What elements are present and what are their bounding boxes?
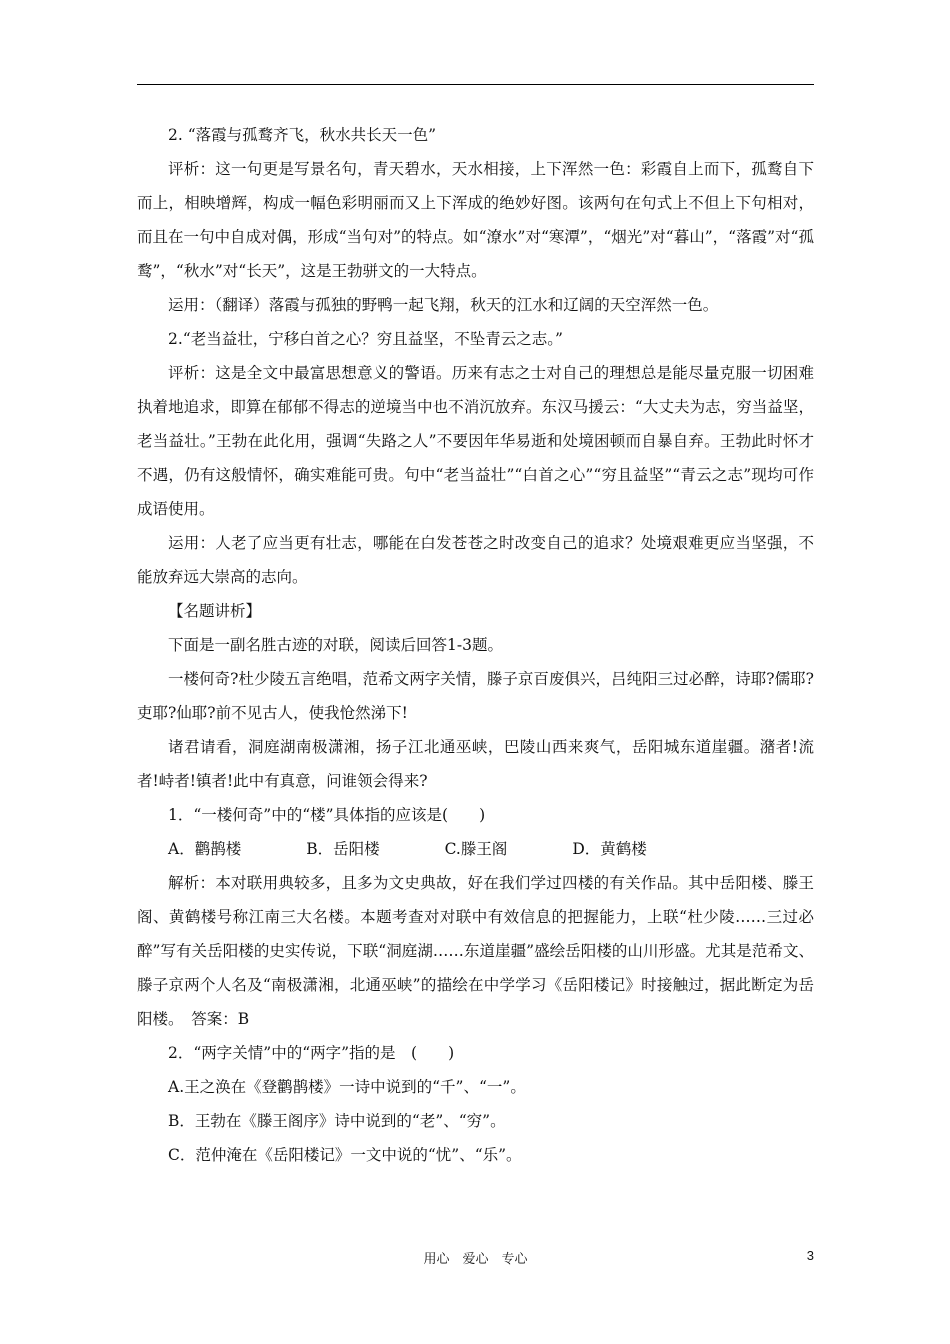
- question-2: 2．“两字关情”中的“两字”指的是 ( ): [168, 1044, 455, 1062]
- question-1-analysis: 解析：本对联用典较多，且多为文史典故，好在我们学过四楼的有关作品。其中岳阳楼、滕王阁、黄鹤楼号称江南三大名楼。本题考查对对联中有效信息的把握能力，上联“杜少陵……三过必醉”写有关岳阳楼的史实传说，下联“洞庭湖……东道崖疆”盛绘岳阳楼的山川形盛。尤其是范希文、滕子京两个人名及“南极潇湘，北通巫峡”的描绘在中学学习《岳阳楼记》时接触过，据此断定为岳阳楼。 答案：B: [137, 874, 814, 1028]
- q1-option-d: D．黄鹤楼: [572, 840, 647, 858]
- question-1: 1．“一楼何奇”中的“楼”具体指的应该是( ): [168, 806, 486, 824]
- question-1-options: [137, 832, 814, 866]
- q1-option-b: B．岳阳楼: [306, 840, 380, 858]
- header-rule: [137, 84, 814, 85]
- page-footer: [137, 1248, 814, 1272]
- q2-option-c: C．范仲淹在《岳阳楼记》一文中说的“忧”、“乐”。: [168, 1146, 522, 1164]
- q2-option-b: B．王勃在《滕王阁序》诗中说到的“老”、“穷”。: [168, 1112, 506, 1130]
- couplet-upper: 一楼何奇?杜少陵五言绝唱，范希文两字关情，滕子京百废俱兴，吕纯阳三过必醉，诗耶?儒耶?吏耶?仙耶?前不见古人，使我怆然涕下!: [137, 670, 814, 722]
- document-body: [137, 118, 814, 1172]
- section-heading: 【名题讲析】: [168, 602, 262, 620]
- footer-text: 用心 爱心 专心: [423, 1252, 528, 1267]
- quote-heading: 2.“老当益壮，宁移白首之心？穷且益坚，不坠青云之志。”: [168, 330, 563, 348]
- usage-paragraph: 运用：（翻译）落霞与孤独的野鸭一起飞翔，秋天的江水和辽阔的天空浑然一色。: [168, 296, 719, 314]
- couplet-lower: 诸君请看，洞庭湖南极潇湘，扬子江北通巫峡，巴陵山西来爽气，岳阳城东道崖疆。潴者!流者!峙者!镇者!此中有真意，问谁领会得来?: [137, 738, 814, 790]
- analysis-paragraph: 评析：这一句更是写景名句，青天碧水，天水相接，上下浑然一色：彩霞自上而下，孤鹜自下而上，相映增辉，构成一幅色彩明丽而又上下浑成的绝妙好图。该两句在句式上不但上下句相对，而且在一句中自成对偶，形成“当句对”的特点。如“潦水”对“寒潭”，“烟光”对“暮山”，“落霞”对“孤鹜”，“秋水”对“长天”，这是王勃骈文的一大特点。: [137, 160, 814, 280]
- analysis-paragraph: 评析：这是全文中最富思想意义的警语。历来有志之士对自己的理想总是能尽量克服一切困难执着地追求，即算在郁郁不得志的逆境当中也不消沉放弃。东汉马援云：“大丈夫为志，穷当益坚，老当益壮。”王勃在此化用，强调“失路之人”不要因年华易逝和处境困顿而自暴自弃。王勃此时怀才不遇，仍有这般情怀，确实难能可贵。句中“老当益壮”“白首之心”“穷且益坚”“青云之志”现均可作成语使用。: [137, 364, 814, 518]
- intro-paragraph: 下面是一副名胜古迹的对联，阅读后回答1-3题。: [168, 636, 503, 654]
- page-number: 3: [806, 1248, 814, 1263]
- usage-paragraph: 运用：人老了应当更有壮志，哪能在白发苍苍之时改变自己的追求？处境艰难更应当坚强，不能放弃远大崇高的志向。: [137, 534, 814, 586]
- q2-option-a: A.王之涣在《登鹳鹊楼》一诗中说到的“千”、“一”。: [168, 1078, 526, 1096]
- q1-option-c: C.滕王阁: [444, 840, 508, 858]
- q1-option-a: A．鹳鹊楼: [168, 840, 242, 858]
- quote-heading: 2. “落霞与孤鹜齐飞，秋水共长天一色”: [168, 126, 437, 144]
